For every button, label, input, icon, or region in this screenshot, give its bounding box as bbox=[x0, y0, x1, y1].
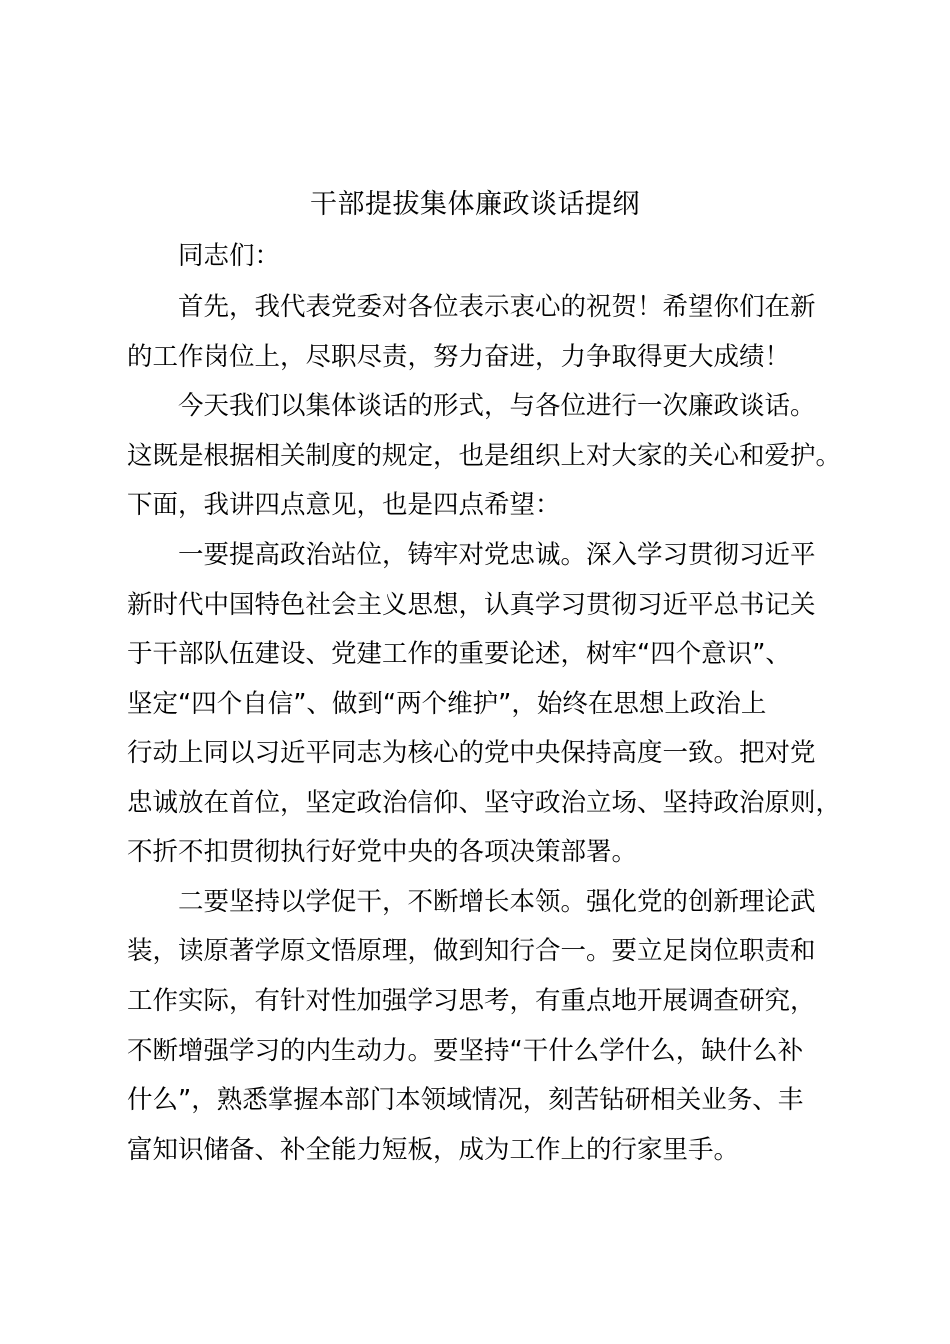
paragraph-line: 二要坚持以学促干，不断增长本领。强化党的创新理论武 bbox=[178, 887, 816, 917]
document-title: 干部提拔集体廉政谈话提纲 bbox=[310, 189, 640, 220]
paragraph-line: 这既是根据相关制度的规定，也是组织上对大家的关心和爱护。 bbox=[127, 441, 842, 471]
paragraph-line: 一要提高政治站位，铸牢对党忠诚。深入学习贯彻习近平 bbox=[178, 540, 816, 570]
paragraph-line: 不折不扣贯彻执行好党中央的各项决策部署。 bbox=[127, 837, 638, 867]
paragraph-line: 什么”，熟悉掌握本部门本领域情况，刻苦钻研相关业务、丰 bbox=[127, 1085, 804, 1115]
salutation: 同志们： bbox=[178, 241, 281, 271]
paragraph-line: 行动上同以习近平同志为核心的党中央保持高度一致。把对党 bbox=[127, 738, 816, 768]
paragraph-line: 富知识储备、补全能力短板，成为工作上的行家里手。 bbox=[127, 1135, 740, 1165]
paragraph-line: 忠诚放在首位，坚定政治信仰、坚守政治立场、坚持政治原则， bbox=[127, 788, 842, 818]
paragraph-line: 工作实际，有针对性加强学习思考，有重点地开展调查研究， bbox=[127, 986, 816, 1016]
paragraph-line: 首先，我代表党委对各位表示衷心的祝贺！希望你们在新 bbox=[178, 292, 816, 322]
paragraph-line: 新时代中国特色社会主义思想，认真学习贯彻习近平总书记关 bbox=[127, 590, 816, 620]
paragraph-line: 不断增强学习的内生动力。要坚持“干什么学什么，缺什么补 bbox=[127, 1036, 804, 1066]
paragraph-line: 今天我们以集体谈话的形式，与各位进行一次廉政谈话。 bbox=[178, 391, 816, 421]
paragraph-line: 装，读原著学原文悟原理，做到知行合一。要立足岗位职责和 bbox=[127, 936, 816, 966]
paragraph-line: 坚定“四个自信”、做到“两个维护”，始终在思想上政治上 bbox=[127, 689, 767, 719]
paragraph-line: 于干部队伍建设、党建工作的重要论述，树牢“四个意识”、 bbox=[127, 639, 791, 669]
paragraph-line: 的工作岗位上，尽职尽责，努力奋进，力争取得更大成绩！ bbox=[127, 342, 791, 372]
paragraph-line: 下面，我讲四点意见，也是四点希望： bbox=[127, 490, 561, 520]
